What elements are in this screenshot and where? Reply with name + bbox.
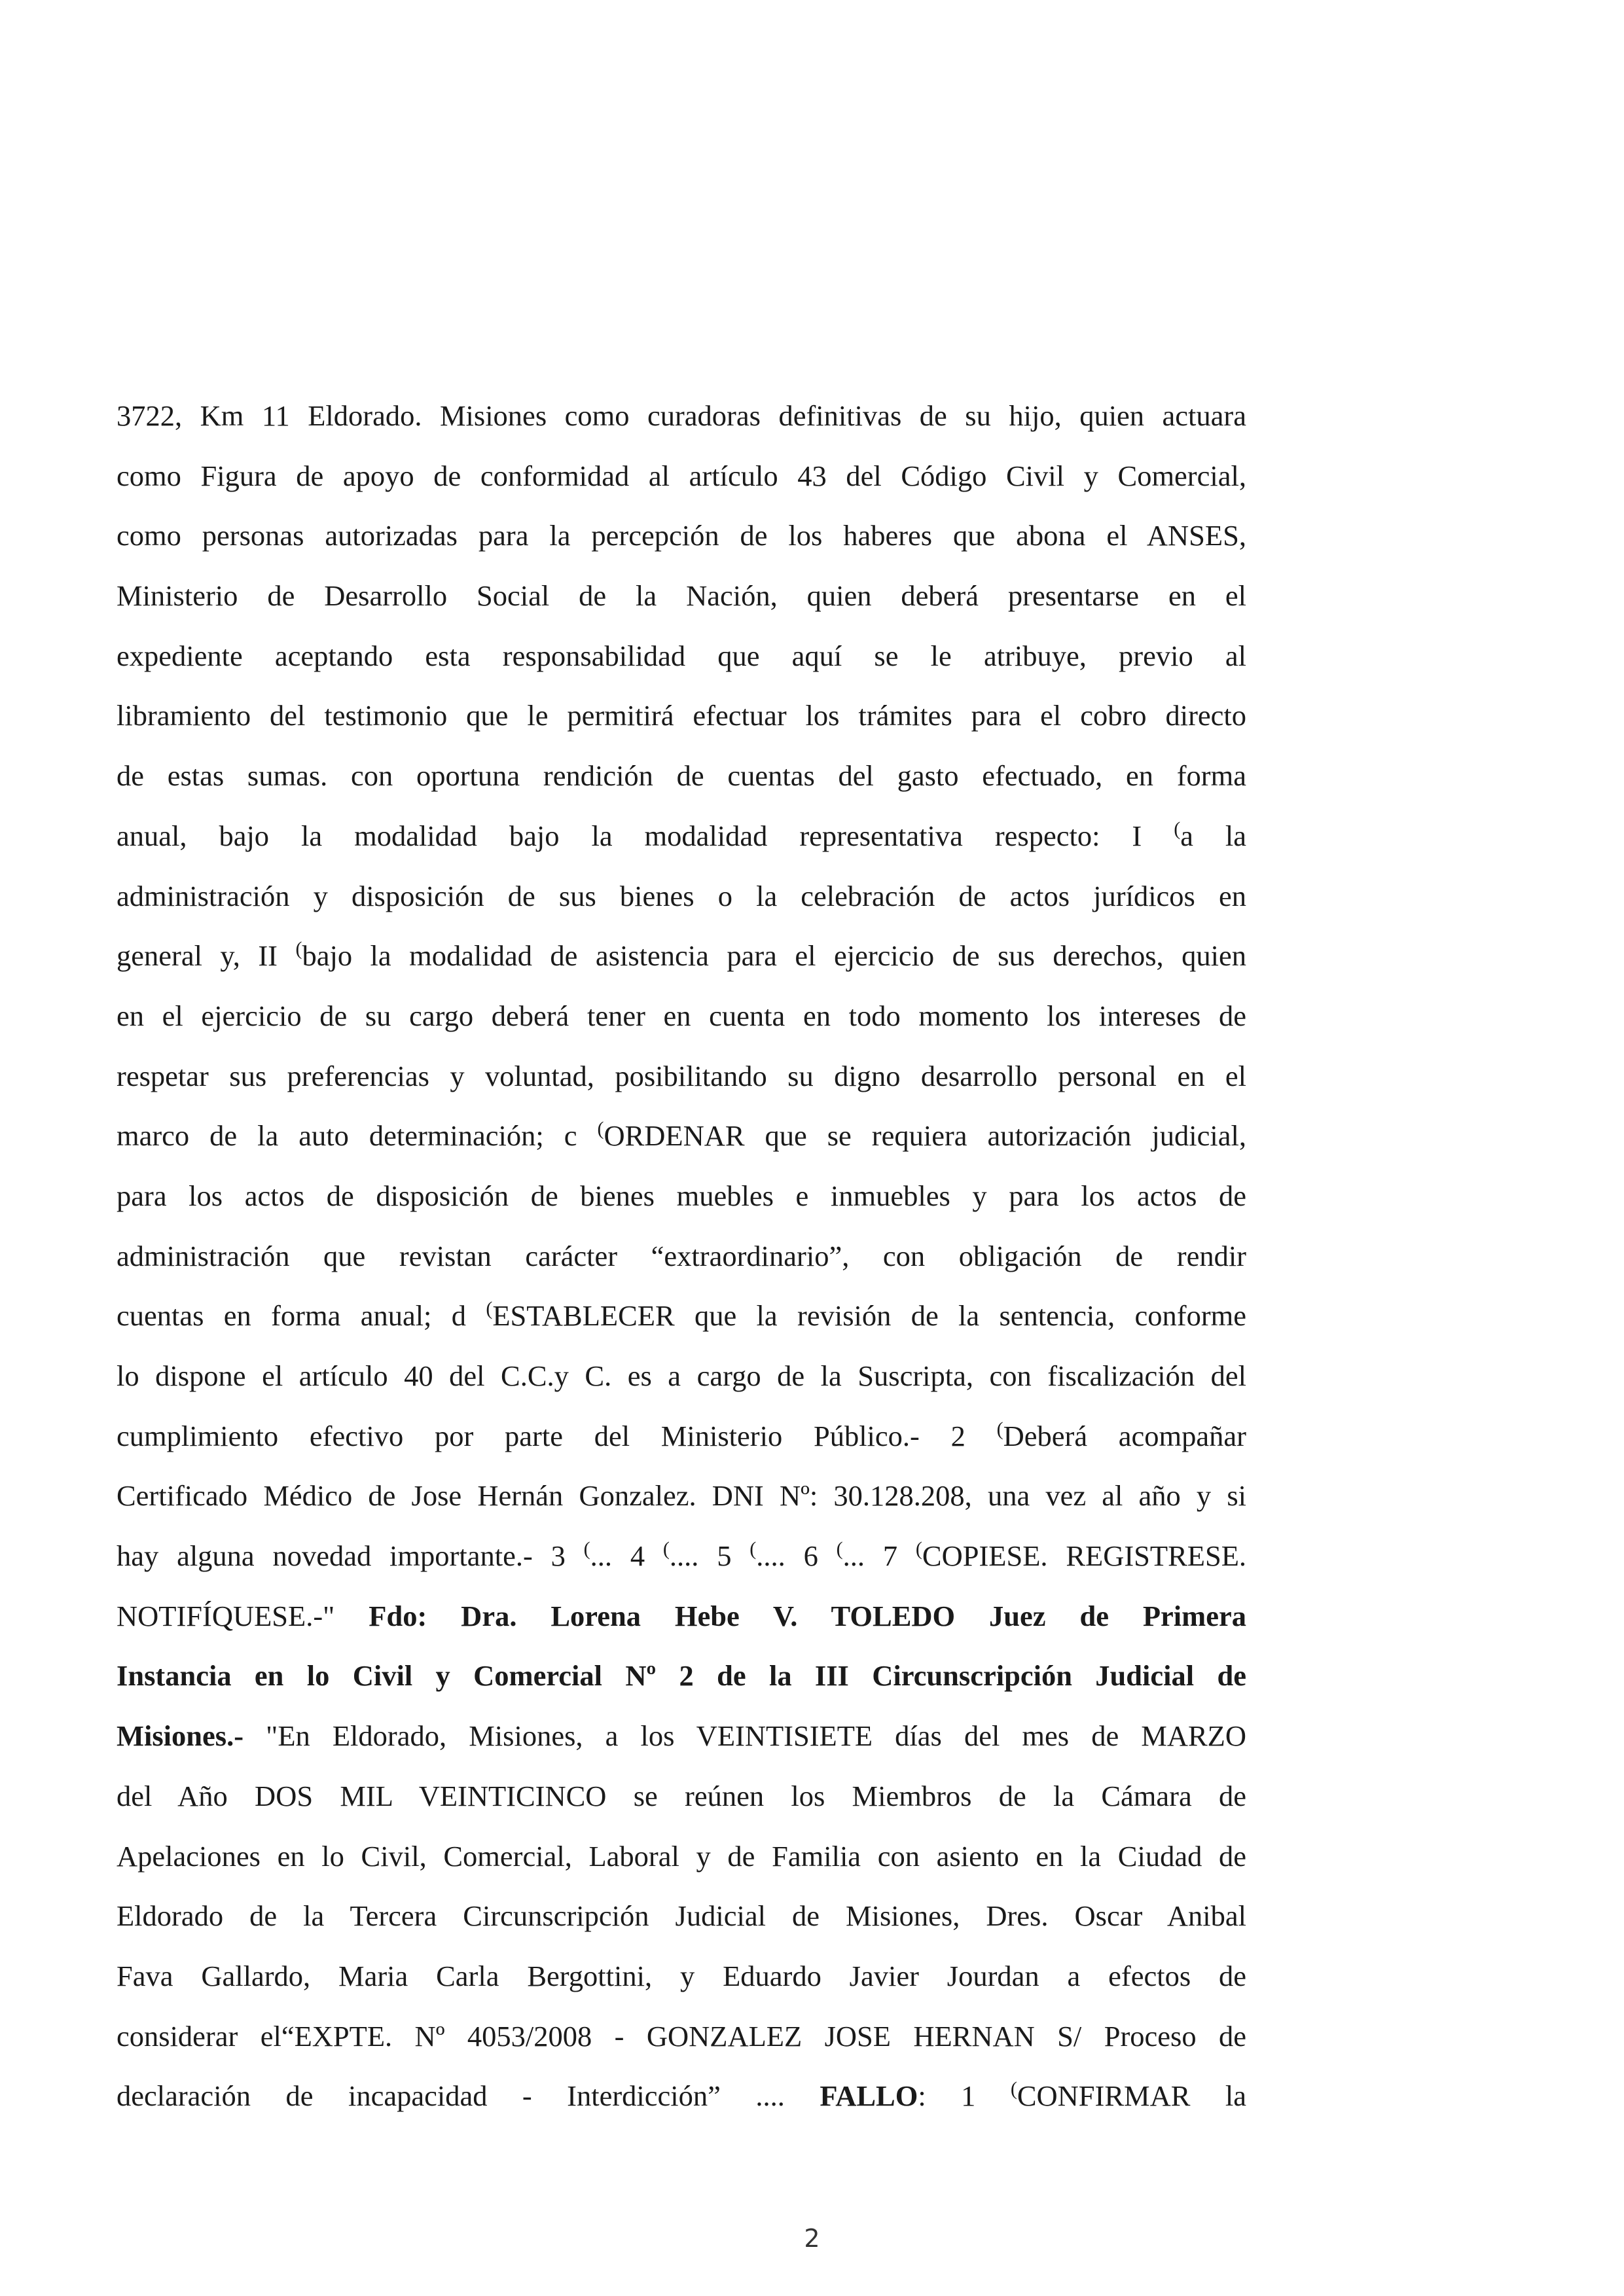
paren-mark: ( <box>1010 2078 1017 2100</box>
text-line: administración que revistan carácter “extraordinario”, con obligación de rendir <box>117 1239 1246 1272</box>
text-line: libramiento del testimonio que le permitirá efectuar los trámites para el cobro directo <box>117 699 1246 732</box>
paren-mark: ( <box>749 1538 757 1560</box>
text-line: Eldorado de la Tercera Circunscripción Judicial de Misiones, Dres. Oscar Anibal <box>117 1899 1246 1933</box>
paren-mark: ( <box>583 1538 590 1560</box>
text-line: del Año DOS MIL VEINTICINCO se reúnen los Miembros de la Cámara de <box>117 1779 1246 1812</box>
text-line: Certificado Médico de Jose Hernán Gonzalez. DNI Nº: 30.128.208, una vez al año y si <box>117 1479 1246 1513</box>
text-segment: general y, II <box>117 939 278 973</box>
text-segment: Deberá acompañar <box>1003 1419 1246 1452</box>
text-segment: ORDENAR que se requiera autorización judicial, <box>604 1119 1246 1153</box>
text-line <box>117 1587 1246 1647</box>
text-line <box>117 1646 1246 1706</box>
text-line <box>117 1526 1246 1587</box>
paren-mark: ( <box>597 1118 604 1140</box>
text-segment: cumplimiento efectivo por parte del Ministerio Público.- 2 <box>117 1419 965 1452</box>
paren-mark: ( <box>915 1538 922 1560</box>
text-line <box>117 806 1246 867</box>
text-line <box>117 2066 1246 2126</box>
text-line: Apelaciones en lo Civil, Comercial, Laboral y de Familia con asiento en la Ciudad de <box>117 1839 1246 1873</box>
text-line: lo dispone el artículo 40 del C.C.y C. es a cargo de la Suscripta, con fiscalización del <box>117 1359 1246 1392</box>
text-segment: COPIESE. REGISTRESE. <box>922 1539 1247 1573</box>
fallo-heading: FALLO <box>820 2079 918 2113</box>
text-segment: bajo la modalidad de asistencia para el ejercicio de sus derechos, quien <box>302 939 1247 973</box>
text-line: considerar el“EXPTE. Nº 4053/2008 - GONZALEZ JOSE HERNAN S/ Proceso de <box>117 2019 1246 2053</box>
text-line: 3722, Km 11 Eldorado. Misiones como curadoras definitivas de su hijo, quien actuara <box>117 399 1246 432</box>
paren-mark: ( <box>662 1538 670 1560</box>
text-line: como Figura de apoyo de conformidad al artículo 43 del Código Civil y Comercial, <box>117 459 1246 492</box>
paren-mark: ( <box>295 938 302 960</box>
paren-mark: ( <box>996 1418 1003 1440</box>
text-segment: cuentas en forma anual; d <box>117 1299 467 1333</box>
signature-text: Instancia en lo Civil y Comercial Nº 2 de la III Circunscripción Judicial de <box>117 1659 1246 1693</box>
text-line <box>117 1407 1246 1467</box>
text-segment: ... 4 <box>590 1539 645 1573</box>
text-segment: .... 5 <box>669 1539 732 1573</box>
text-segment: ... 7 <box>842 1539 898 1573</box>
text-line: administración y disposición de sus bienes o la celebración de actos jurídicos en <box>117 879 1246 912</box>
text-line: Fava Gallardo, Maria Carla Bergottini, y Eduardo Javier Jourdan a efectos de <box>117 1959 1246 1992</box>
text-segment: CONFIRMAR la <box>1017 2079 1246 2113</box>
text-segment: anual, bajo la modalidad bajo la modalidad representativa respecto: I <box>117 819 1142 852</box>
text-line <box>117 1286 1246 1346</box>
text-segment: ESTABLECER que la revisión de la sentencia, conforme <box>492 1299 1247 1333</box>
text-line: de estas sumas. con oportuna rendición de cuentas del gasto efectuado, en forma <box>117 759 1246 793</box>
page-number: 2 <box>804 2224 820 2253</box>
text-line: para los actos de disposición de bienes muebles e inmuebles y para los actos de <box>117 1179 1246 1212</box>
text-line: en el ejercicio de su cargo deberá tener en cuenta en todo momento los intereses de <box>117 999 1246 1032</box>
text-segment: .... 6 <box>756 1539 818 1573</box>
paren-mark: ( <box>1174 817 1181 840</box>
text-segment: NOTIFÍQUESE.-" <box>117 1599 335 1632</box>
signature-text: Misiones.- <box>117 1719 244 1753</box>
text-line <box>117 1706 1246 1767</box>
text-line: respetar sus preferencias y voluntad, posibilitando su digno desarrollo personal en el <box>117 1059 1246 1092</box>
text-line: Ministerio de Desarrollo Social de la Nación, quien deberá presentarse en el <box>117 579 1246 613</box>
paren-mark: ( <box>836 1538 843 1560</box>
text-segment: a la <box>1180 819 1247 852</box>
text-segment: "En Eldorado, Misiones, a los VEINTISIETE días del mes de MARZO <box>266 1719 1246 1753</box>
text-line <box>117 1106 1246 1166</box>
paren-mark: ( <box>486 1298 493 1320</box>
text-segment: : 1 <box>918 2079 976 2113</box>
text-line <box>117 926 1246 986</box>
text-line: como personas autorizadas para la percepción de los haberes que abona el ANSES, <box>117 519 1246 552</box>
body-text <box>117 386 1246 2126</box>
text-line: expediente aceptando esta responsabilidad que aquí se le atribuye, previo al <box>117 639 1246 672</box>
text-segment: marco de la auto determinación; c <box>117 1119 577 1153</box>
signature-text: Fdo: Dra. Lorena Hebe V. TOLEDO Juez de Primera <box>369 1599 1246 1632</box>
text-segment: declaración de incapacidad - Interdicción” .... <box>117 2079 785 2113</box>
text-segment: hay alguna novedad importante.- 3 <box>117 1539 566 1573</box>
